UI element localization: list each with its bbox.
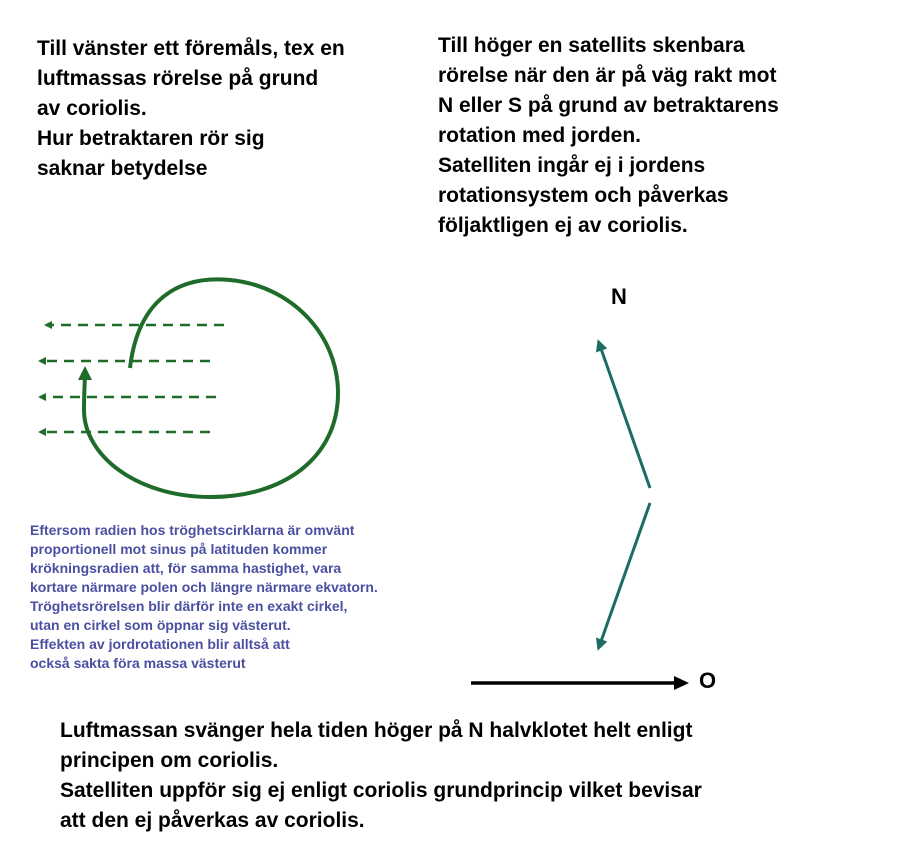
right-line-1: Till höger en satellits skenbara <box>438 34 745 57</box>
note-line-7: Effekten av jordrotationen blir alltså att <box>30 636 290 652</box>
note-line-3: krökningsradien att, för samma hastighet, vara <box>30 560 342 576</box>
right-line-3: N eller S på grund av betraktarens <box>438 94 779 117</box>
conclusion-line-4: att den ej påverkas av coriolis. <box>60 809 365 832</box>
note-line-6: utan en cirkel som öppnar sig västerut. <box>30 617 291 633</box>
left-line-5: saknar betydelse <box>37 157 208 180</box>
satellite-path-down-arrow <box>599 503 650 647</box>
left-line-2: luftmassas rörelse på grund <box>37 67 319 90</box>
right-line-2: rörelse när den är på väg rakt mot <box>438 64 777 87</box>
note-line-4: kortare närmare polen och längre närmare ekvatorn. <box>30 579 378 595</box>
conclusion-line-1: Luftmassan svänger hela tiden höger på N halvklotet helt enligt <box>60 719 693 742</box>
right-line-6: rotationsystem och påverkas <box>438 184 729 207</box>
right-line-5: Satelliten ingår ej i jordens <box>438 154 706 177</box>
conclusion-text <box>60 716 880 836</box>
note-line-1: Eftersom radien hos tröghetscirklarna är omvänt <box>30 522 355 538</box>
left-line-4: Hur betraktaren rör sig <box>37 127 265 150</box>
right-line-4: rotation med jorden. <box>438 124 642 147</box>
note-line-5: Tröghetsrörelsen blir därför inte en exakt cirkel, <box>30 598 348 614</box>
conclusion-line-2: principen om coriolis. <box>60 749 279 772</box>
inertial-circle-path <box>84 279 338 497</box>
left-line-1: Till vänster ett föremåls, tex en <box>37 37 345 60</box>
north-label: N <box>611 284 627 309</box>
note-line-8: också sakta föra massa västerut <box>30 655 246 671</box>
east-label: O <box>699 668 717 693</box>
note-line-2: proportionell mot sinus på latituden kommer <box>30 541 328 557</box>
right-line-7: följaktligen ej av coriolis. <box>438 214 688 237</box>
conclusion-line-3: Satelliten uppför sig ej enligt coriolis grundprincip vilket bevisar <box>60 779 702 802</box>
left-line-3: av coriolis. <box>37 97 147 120</box>
inertia-note <box>30 521 470 673</box>
satellite-path-up-arrow <box>599 343 650 488</box>
